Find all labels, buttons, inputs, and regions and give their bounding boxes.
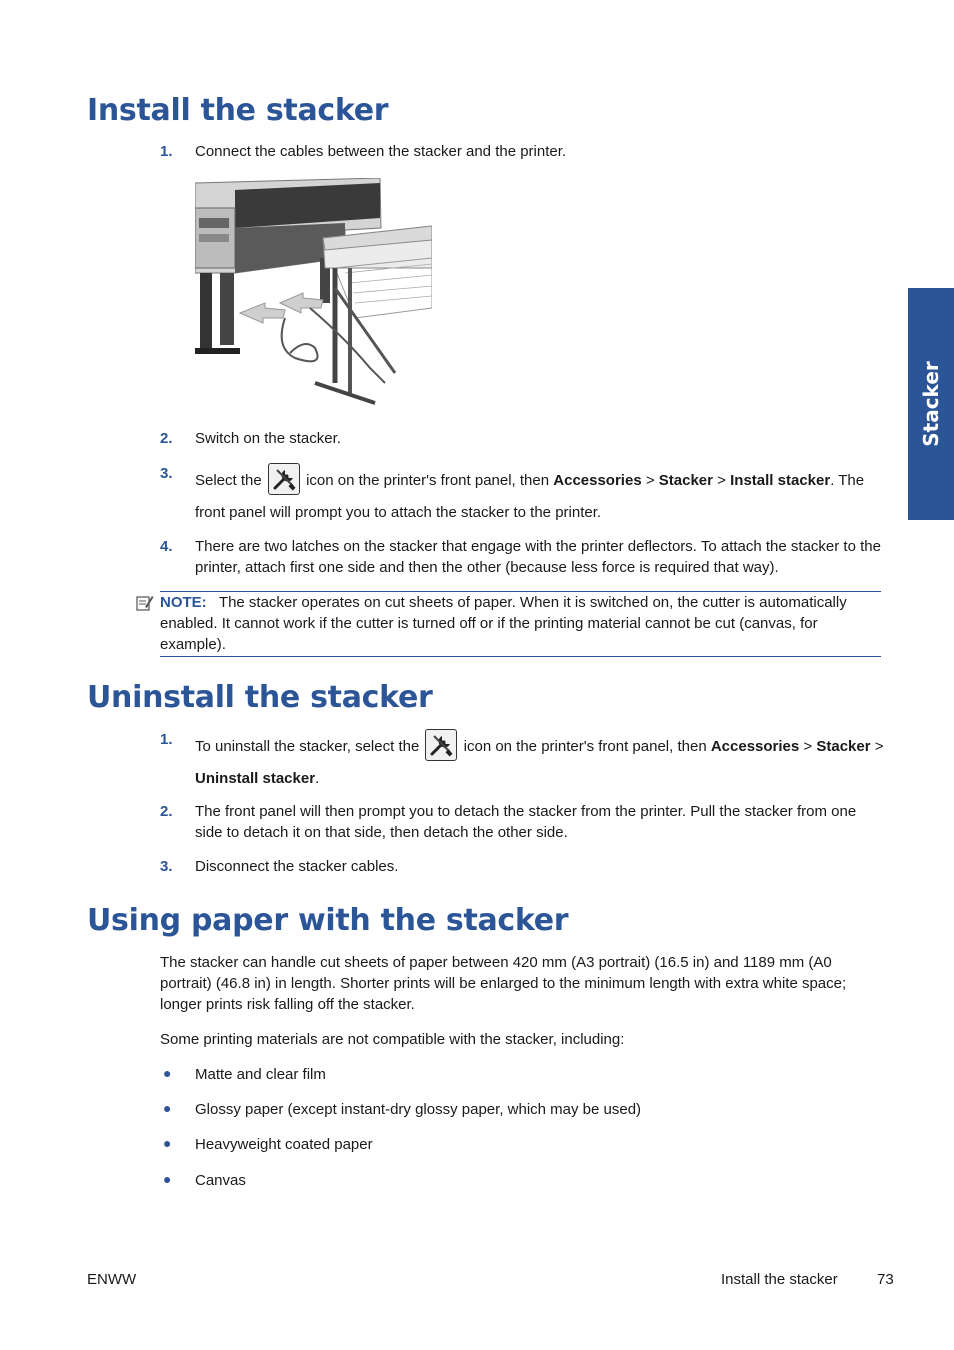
step-text-part: . The front panel will prompt you to attach the stacker to the printer. — [195, 472, 865, 522]
step-text-part: To uninstall the stacker, select the — [195, 738, 420, 755]
step-number: 1. — [160, 731, 173, 748]
menu-separator: > — [874, 738, 884, 755]
section-title-using-paper: Using paper with the stacker — [87, 903, 569, 938]
step-number: 3. — [160, 858, 173, 875]
menu-separator: > — [645, 472, 655, 489]
step-text-part: . — [315, 770, 320, 788]
note-pad-icon — [136, 594, 154, 612]
menu-separator: > — [803, 738, 813, 755]
chapter-side-tab-label: Stacker — [919, 361, 943, 447]
step-number: 1. — [160, 143, 173, 160]
step-number: 3. — [160, 465, 173, 482]
bullet-icon: ● — [163, 1171, 172, 1187]
step-text: Connect the cables between the stacker and the printer. — [195, 143, 567, 160]
step-text: There are two latches on the stacker that engage with the printer deflectors. To attach the stacker to the printer, attach first one side and then the other (because less force is required that way). — [195, 538, 881, 576]
step-text: Switch on the stacker. — [195, 430, 341, 447]
menu-path-stacker: Stacker — [816, 738, 871, 755]
step-number: 2. — [160, 430, 173, 447]
list-item: Heavyweight coated paper — [195, 1136, 373, 1153]
menu-path-stacker: Stacker — [658, 472, 713, 489]
step-text — [195, 465, 885, 528]
menu-separator: > — [717, 472, 726, 489]
section-title-uninstall: Uninstall the stacker — [87, 680, 433, 715]
menu-path-uninstall-stacker: Uninstall stacker — [195, 770, 316, 788]
chapter-side-tab — [908, 288, 954, 520]
printer-stacker-illustration — [195, 178, 432, 410]
paragraph: Some printing materials are not compatible with the stacker, including: — [160, 1031, 625, 1048]
step-text-part: Select the — [195, 472, 262, 489]
step-text: The front panel will then prompt you to detach the stacker from the printer. Pull the stacker from one side to detach it on that side, then detach the other side. — [195, 803, 857, 841]
section-title-install: Install the stacker — [87, 93, 389, 128]
note-label: NOTE: — [160, 594, 207, 611]
bullet-icon: ● — [163, 1065, 172, 1081]
menu-path-accessories: Accessories — [553, 472, 642, 489]
step-text: Disconnect the stacker cables. — [195, 858, 399, 875]
step-text-part: icon on the printer's front panel, then — [463, 738, 707, 755]
bullet-icon: ● — [163, 1135, 172, 1151]
list-item: Glossy paper (except instant-dry glossy paper, which may be used) — [195, 1101, 642, 1118]
wrench-screwdriver-icon — [425, 729, 457, 761]
list-item: Canvas — [195, 1172, 246, 1189]
page-number: 73 — [877, 1271, 894, 1288]
step-number: 4. — [160, 538, 173, 555]
step-text — [195, 731, 885, 794]
step-text-part: icon on the printer's front panel, then — [306, 472, 550, 489]
step-number: 2. — [160, 803, 173, 820]
note-text: The stacker operates on cut sheets of paper. When it is switched on, the cutter is automatically enabled. It cannot work if the cutter is turned off or if the printing material cannot be cut (canvas, for example). — [160, 594, 847, 653]
list-item: Matte and clear film — [195, 1066, 326, 1083]
bullet-icon: ● — [163, 1100, 172, 1116]
menu-path-accessories: Accessories — [710, 738, 800, 755]
footer-section: Install the stacker — [721, 1271, 838, 1288]
menu-path-install: Install — [730, 472, 774, 489]
footer-left: ENWW — [87, 1271, 137, 1288]
note-box — [160, 591, 881, 657]
paragraph: The stacker can handle cut sheets of paper between 420 mm (A3 portrait) (16.5 in) and 1189 mm (A0 portrait) (46.8 in) in length. Shorter prints will be enlarged to the minimum length with extra white space; longer prints risk falling off the stacker. — [160, 954, 847, 1013]
wrench-screwdriver-icon — [268, 463, 300, 495]
menu-path-install-stacker: stacker — [777, 472, 831, 489]
